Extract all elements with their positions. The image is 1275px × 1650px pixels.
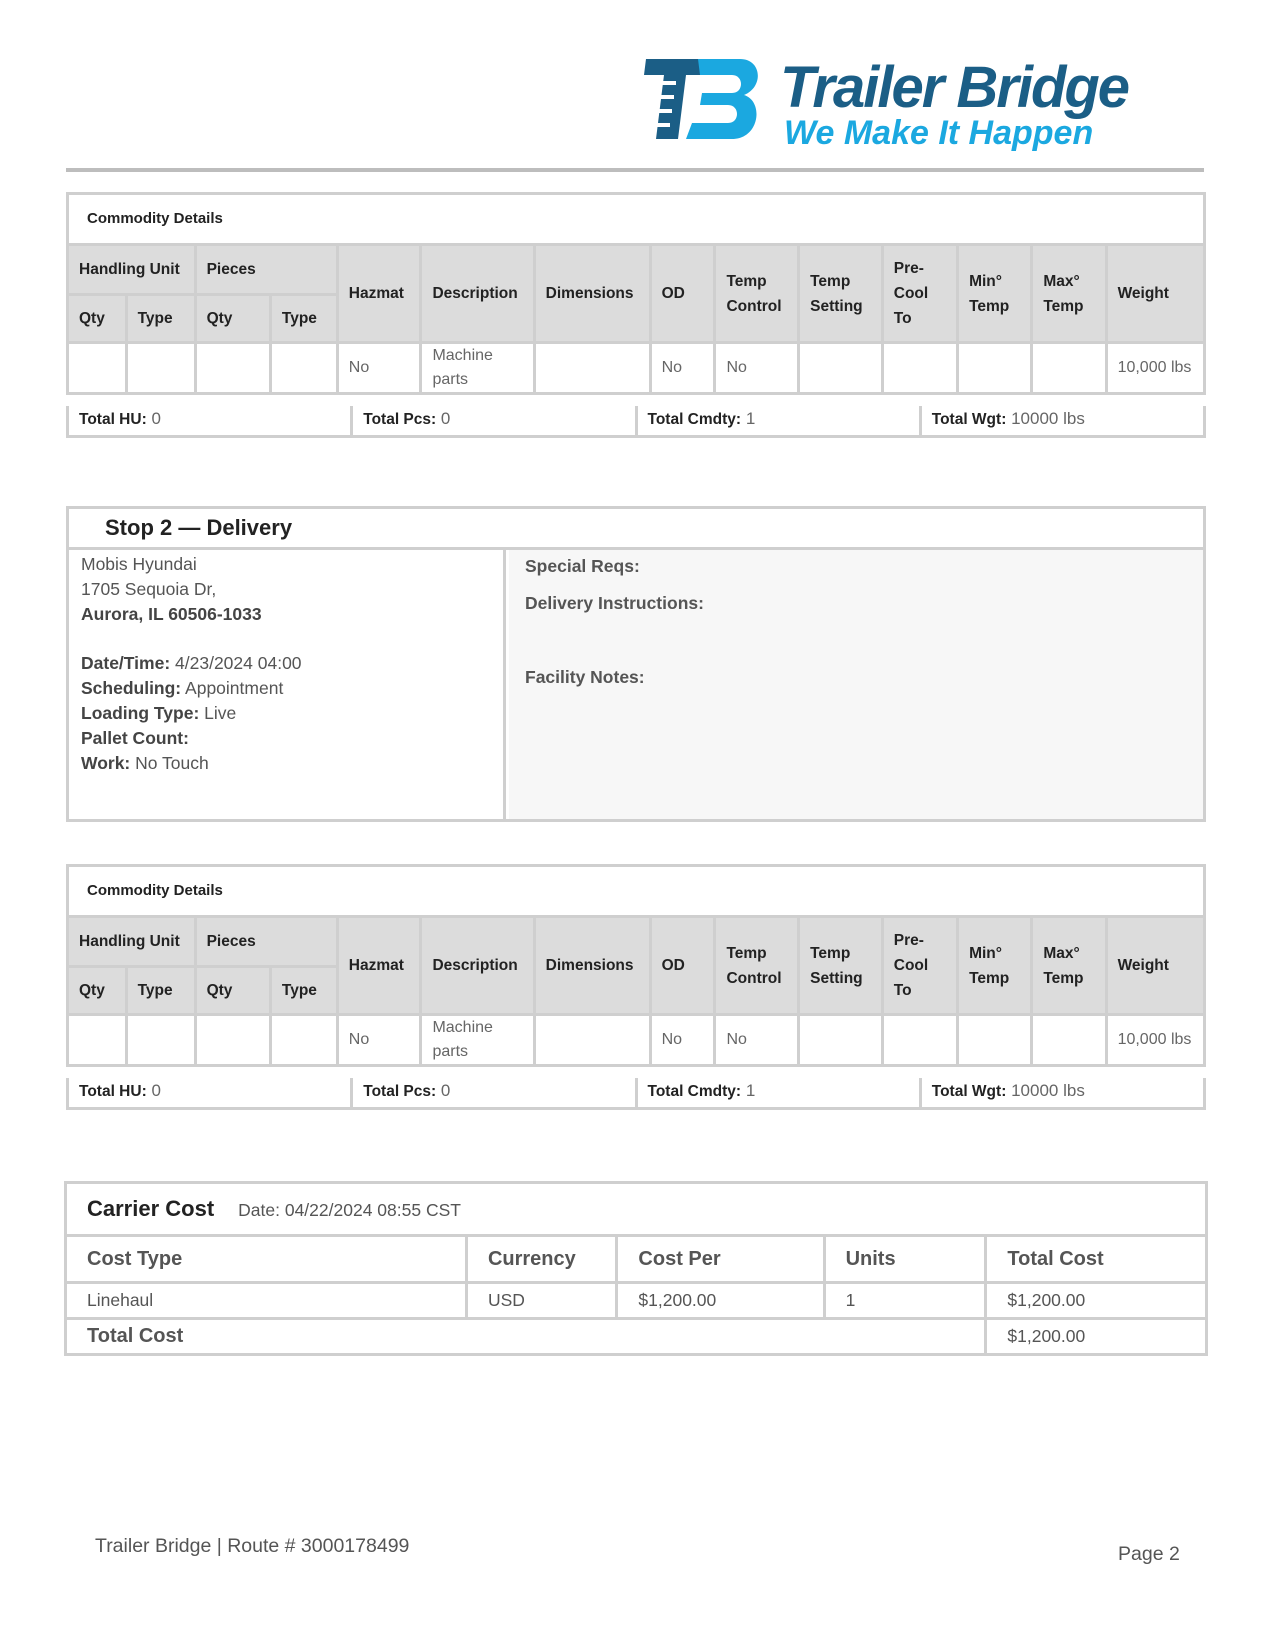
- cell-od: No: [650, 343, 715, 394]
- col-dimensions: Dimensions: [534, 245, 650, 343]
- total-hu-label: Total HU:: [79, 1083, 147, 1100]
- loading-type-label: Loading Type:: [81, 703, 200, 723]
- col-min-temp: Min° Temp: [958, 917, 1032, 1015]
- table-row: [68, 343, 1205, 394]
- commodity-table-1: [66, 192, 1206, 395]
- col-cost-type: Cost Type: [66, 1236, 467, 1283]
- table-row: [66, 1283, 1207, 1319]
- col-weight: Weight: [1106, 917, 1204, 1015]
- col-min-temp: Min° Temp: [958, 245, 1032, 343]
- cell-description: Machine parts: [421, 1015, 534, 1066]
- cell-od: No: [650, 1015, 715, 1066]
- col-temp-control: Temp Control: [715, 917, 799, 1015]
- total-row: [66, 1319, 1207, 1355]
- cell-hazmat: No: [337, 343, 421, 394]
- total-hu: [69, 406, 353, 435]
- stop-company: Mobis Hyundai: [81, 554, 197, 574]
- total-wgt: [922, 406, 1203, 435]
- cell-hu-qty: [68, 343, 127, 394]
- cell-pre-cool-to: [882, 343, 957, 394]
- delivery-instructions-label: Delivery Instructions:: [525, 593, 704, 613]
- total-hu: [69, 1078, 353, 1107]
- col-pieces: Pieces: [195, 917, 337, 967]
- cell-temp-setting: [799, 1015, 883, 1066]
- header-divider: [66, 168, 1204, 172]
- total-wgt: [922, 1078, 1203, 1107]
- carrier-cost-caption: [66, 1183, 1207, 1236]
- total-pcs-value: 0: [440, 1081, 451, 1100]
- scheduling-label: Scheduling:: [81, 678, 182, 698]
- col-hazmat: Hazmat: [337, 245, 421, 343]
- commodity-title: Commodity Details: [68, 194, 1205, 245]
- total-cost-label: Total Cost: [66, 1319, 986, 1355]
- cell-pcs-qty: [195, 1015, 270, 1066]
- work-value: No Touch: [135, 753, 209, 773]
- logo-tagline: We Make It Happen: [784, 114, 1094, 152]
- cell-hazmat: No: [337, 1015, 421, 1066]
- scheduling-value: Appointment: [185, 678, 284, 698]
- cell-cost-per: $1,200.00: [617, 1283, 824, 1319]
- col-dimensions: Dimensions: [534, 917, 650, 1015]
- col-handling-unit: Handling Unit: [68, 245, 196, 295]
- col-hazmat: Hazmat: [337, 917, 421, 1015]
- col-units: Units: [824, 1236, 986, 1283]
- cell-hu-type: [126, 343, 195, 394]
- total-pcs-value: 0: [440, 409, 451, 428]
- cell-pre-cool-to: [882, 1015, 957, 1066]
- col-description: Description: [421, 245, 534, 343]
- commodity-totals-2: [66, 1078, 1206, 1110]
- cell-temp-setting: [799, 343, 883, 394]
- col-max-temp: Max° Temp: [1032, 917, 1106, 1015]
- cell-temp-control: No: [715, 1015, 799, 1066]
- cell-description: Machine parts: [421, 343, 534, 394]
- total-hu-value: 0: [151, 409, 161, 428]
- cell-cost-type: Linehaul: [66, 1283, 467, 1319]
- col-od: OD: [650, 245, 715, 343]
- cell-hu-qty: [68, 1015, 127, 1066]
- col-total-cost: Total Cost: [986, 1236, 1207, 1283]
- stop-pallet-count: [81, 726, 503, 751]
- stop-city: Aurora, IL 60506-1033: [81, 604, 262, 624]
- total-cmdty-label: Total Cmdty:: [647, 1083, 742, 1100]
- commodity-title: Commodity Details: [68, 866, 1205, 917]
- cell-weight: 10,000 lbs: [1106, 1015, 1204, 1066]
- cell-dimensions: [534, 1015, 650, 1066]
- stop-street: 1705 Sequoia Dr,: [81, 579, 217, 599]
- total-wgt-label: Total Wgt:: [931, 1083, 1007, 1100]
- cell-pcs-type: [270, 1015, 337, 1066]
- cell-min-temp: [958, 1015, 1032, 1066]
- total-pcs-label: Total Pcs:: [363, 1083, 437, 1100]
- col-pcs-qty: Qty: [195, 967, 270, 1015]
- cell-min-temp: [958, 343, 1032, 394]
- work-label: Work:: [81, 753, 131, 773]
- stop-scheduling: [81, 676, 503, 701]
- col-weight: Weight: [1106, 245, 1204, 343]
- col-hu-qty: Qty: [68, 967, 127, 1015]
- cell-pcs-qty: [195, 343, 270, 394]
- total-cost-value: $1,200.00: [986, 1319, 1207, 1355]
- cell-temp-control: No: [715, 343, 799, 394]
- col-handling-unit: Handling Unit: [68, 917, 196, 967]
- commodity-table-2: [66, 864, 1206, 1067]
- cell-hu-type: [126, 1015, 195, 1066]
- carrier-cost-date: Date: 04/22/2024 08:55 CST: [238, 1200, 461, 1220]
- col-hu-qty: Qty: [68, 295, 127, 343]
- stop-work: [81, 751, 503, 776]
- loading-type-value: Live: [204, 703, 237, 723]
- cell-pcs-type: [270, 343, 337, 394]
- total-hu-value: 0: [151, 1081, 161, 1100]
- cell-max-temp: [1032, 1015, 1106, 1066]
- logo-brand-text: Trailer Bridge: [780, 55, 1129, 120]
- stop-datetime: [81, 651, 503, 676]
- total-pcs-label: Total Pcs:: [363, 411, 437, 428]
- stop-address-block: [69, 550, 506, 819]
- cell-total-cost: $1,200.00: [986, 1283, 1207, 1319]
- col-pieces: Pieces: [195, 245, 337, 295]
- stop-title: Stop 2 — Delivery: [69, 509, 1203, 550]
- total-cmdty: [638, 406, 922, 435]
- tb-logo-mark-icon: [640, 57, 765, 141]
- cell-units: 1: [824, 1283, 986, 1319]
- total-wgt-value: 10000 lbs: [1011, 409, 1085, 428]
- table-row: [68, 1015, 1205, 1066]
- col-od: OD: [650, 917, 715, 1015]
- col-max-temp: Max° Temp: [1032, 245, 1106, 343]
- facility-notes-label: Facility Notes:: [525, 667, 645, 687]
- page-number: Page 2: [1118, 1543, 1180, 1565]
- company-logo: [640, 55, 1200, 155]
- col-currency: Currency: [466, 1236, 616, 1283]
- total-cmdty-value: 1: [745, 409, 756, 428]
- col-cost-per: Cost Per: [617, 1236, 824, 1283]
- pallet-count-label: Pallet Count:: [81, 728, 189, 748]
- col-pcs-type: Type: [270, 967, 337, 1015]
- cell-currency: USD: [466, 1283, 616, 1319]
- commodity-totals-1: [66, 406, 1206, 438]
- carrier-cost-table: [64, 1181, 1208, 1356]
- datetime-value: 4/23/2024 04:00: [175, 653, 302, 673]
- stop-loading-type: [81, 701, 503, 726]
- col-pre-cool-to: Pre-Cool To: [882, 917, 957, 1015]
- stop-notes-block: [509, 550, 1203, 819]
- col-pcs-qty: Qty: [195, 295, 270, 343]
- col-temp-control: Temp Control: [715, 245, 799, 343]
- col-hu-type: Type: [126, 967, 195, 1015]
- total-hu-label: Total HU:: [79, 411, 147, 428]
- cell-max-temp: [1032, 343, 1106, 394]
- special-reqs-label: Special Reqs:: [525, 556, 640, 576]
- col-pre-cool-to: Pre-Cool To: [882, 245, 957, 343]
- cell-dimensions: [534, 343, 650, 394]
- datetime-label: Date/Time:: [81, 653, 171, 673]
- total-cmdty-value: 1: [745, 1081, 756, 1100]
- col-temp-setting: Temp Setting: [799, 917, 883, 1015]
- total-pcs: [353, 1078, 637, 1107]
- total-pcs: [353, 406, 637, 435]
- col-pcs-type: Type: [270, 295, 337, 343]
- total-wgt-label: Total Wgt:: [931, 411, 1007, 428]
- col-temp-setting: Temp Setting: [799, 245, 883, 343]
- total-wgt-value: 10000 lbs: [1011, 1081, 1085, 1100]
- cell-weight: 10,000 lbs: [1106, 343, 1204, 394]
- col-hu-type: Type: [126, 295, 195, 343]
- stop-panel: [66, 506, 1206, 822]
- total-cmdty: [638, 1078, 922, 1107]
- carrier-cost-title: Carrier Cost: [87, 1196, 215, 1221]
- col-description: Description: [421, 917, 534, 1015]
- footer-route: Trailer Bridge | Route # 3000178499: [95, 1535, 410, 1557]
- total-cmdty-label: Total Cmdty:: [647, 411, 742, 428]
